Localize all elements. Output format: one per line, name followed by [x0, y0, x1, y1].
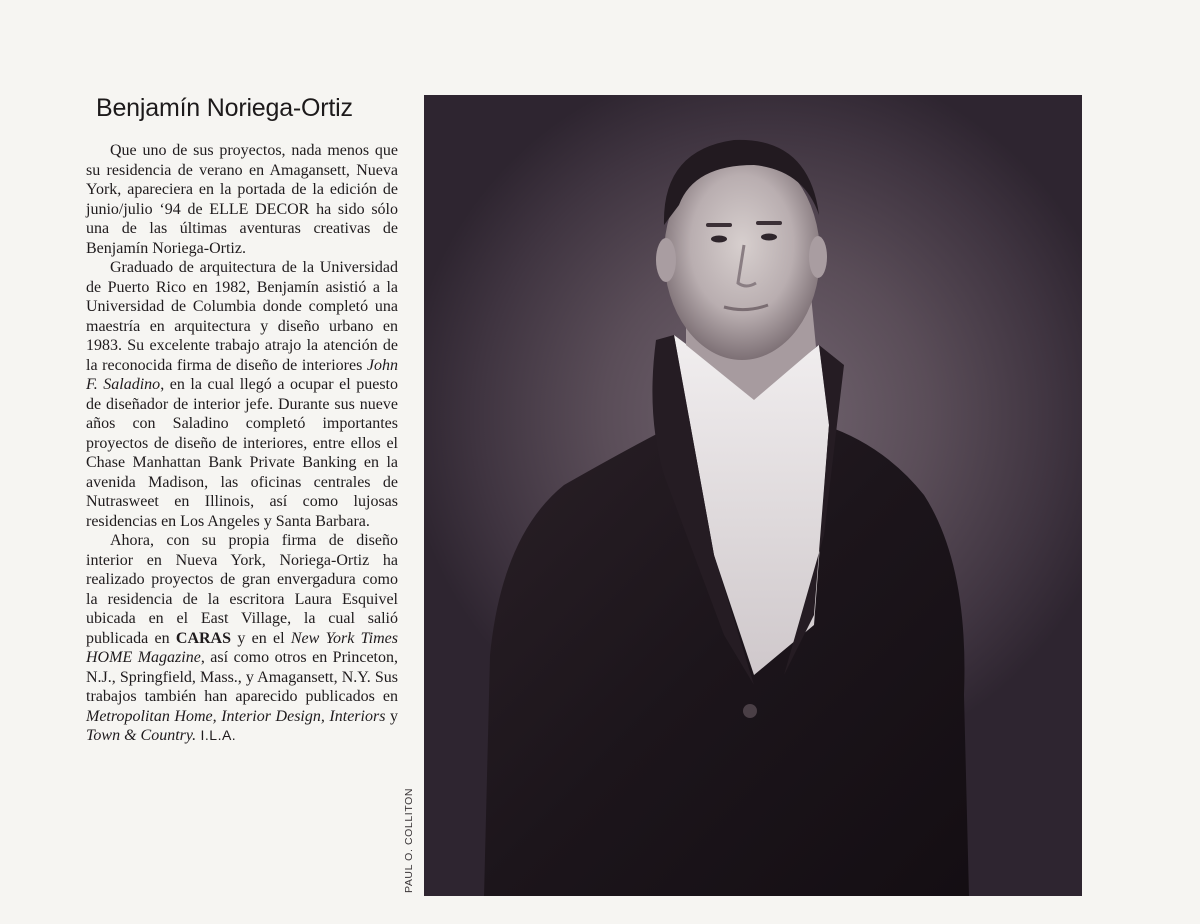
magazine-nyt-home: New York Times HOME Magazine	[86, 629, 398, 666]
article-body	[86, 141, 398, 746]
portrait-illustration	[424, 95, 1082, 896]
paragraph-1: Que uno de sus proyectos, nada menos que su residencia de verano en Amagansett, Nueva York, apareciera en la portada de la edición de junio/julio ‘94 de ELLE DECOR ha sido sólo una de las últimas aventuras creativas de Benjamín Noriega-Ortiz.	[86, 142, 398, 257]
paragraph-3-text-a: Ahora, con su propia firma de diseño interior en Nueva York, Noriega-Ortiz ha realizado proyectos de gran envergadura como la residencia de la escritora Laura Esquivel ubicada en el East Village, la cual salió publicada en	[86, 532, 398, 647]
firm-name: John F. Saladino	[86, 356, 398, 393]
publication-list: Metropolitan Home, Interior Design, Interiors	[86, 707, 386, 725]
author-initials: I.L.A.	[196, 727, 237, 743]
photo-credit: PAUL O. COLLITON	[403, 787, 415, 893]
article-title: Benjamín Noriega-Ortiz	[96, 94, 353, 122]
paragraph-2-text-b: , en la cual llegó a ocupar el puesto de diseñador de interior jefe. Durante sus nueve años con Saladino completó importantes proyectos de diseño de interiores, entre ellos el Chase Manhattan Bank Private Banking en la avenida Madison, las oficinas centrales de Nutrasweet en Illinois, así como lujosas residencias en Los Angeles y Santa Barbara.	[86, 376, 398, 530]
paragraph-2-text-a: Graduado de arquitectura de la Universidad de Puerto Rico en 1982, Benjamín asistió a la Universidad de Columbia donde completó una maestría en arquitectura y diseño urbano en 1983. Su excelente trabajo atrajo la atención de la reconocida firma de diseño de interiores	[86, 259, 398, 374]
paragraph-3-text-b: y en el	[231, 629, 291, 647]
magazine-town-country: Town & Country.	[86, 727, 197, 744]
portrait-photo	[424, 95, 1082, 896]
magazine-caras: CARAS	[175, 629, 232, 647]
paragraph-2	[86, 258, 398, 531]
paragraph-3	[86, 531, 398, 746]
paragraph-3-text-c: , así como otros en Princeton, N.J., Springfield, Mass., y Amagansett, N.Y. Sus trabajos también han aparecido publicados en	[86, 649, 399, 705]
paragraph-3-text-d: y	[385, 707, 399, 725]
